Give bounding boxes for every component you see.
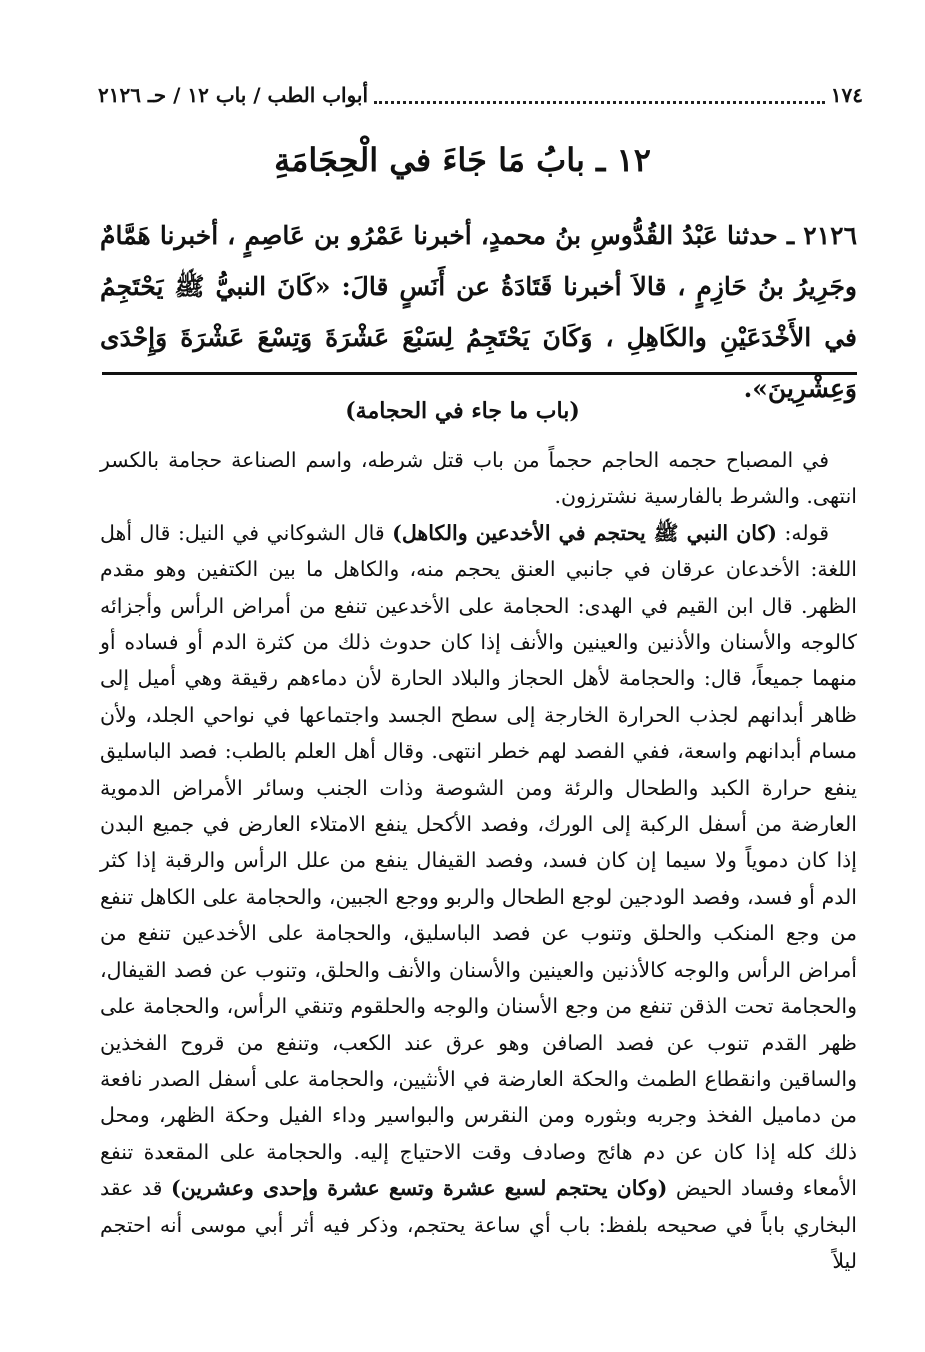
dotted-leader <box>374 87 825 104</box>
running-header-title: أبواب الطب / باب ١٢ / حـ ٢١٢٦ <box>98 83 369 107</box>
chapter-title: ١٢ ـ بابُ مَا جَاءَ في الْحِجَامَةِ <box>274 141 651 179</box>
commentary-body <box>100 442 857 1279</box>
hadith-number: ٢١٢٦ ـ <box>786 221 857 250</box>
commentary-paragraph: في المصباح حجمه الحاجم حجماً من باب قتل شرطه، واسم الصناعة حجامة بالكسر انتهى. والشرط بالفارسية نشترزون. <box>100 448 857 509</box>
commentary-paragraph <box>100 515 857 1280</box>
quoted-phrase: (كان النبي ﷺ يحتجم في الأخدعين والكاهل) <box>392 520 777 545</box>
page-number: ١٧٤ <box>830 83 863 107</box>
hadith-text <box>100 210 857 414</box>
hadith-body: حدثنا عَبْدُ القُدُّوسِ بنُ محمدٍ، أخبرنا عَمْرُو بن عَاصِمٍ ، أخبرنا هَمَّامٌ وجَرِيرُ بنُ حَازِمٍ ، قالاَ أخبرنا قَتَادَةُ عن أَنَسٍ قالَ: «كَانَ النبيُّ ﷺ يَحْتَجِمُ في الأَخْدَعَيْنِ والكَاهِلِ ، وَكَانَ يَحْتَجِمُ لِسَبْعَ عَشْرَةَ وَتِسْعَ عَشْرَةَ وَإِحْدَى وَعِشْرِينَ». <box>100 221 857 403</box>
commentary-text: قد عقد البخاري باباً في صحيحه بلفظ: باب أي ساعة يحتجم، وذكر فيه أثر أبي موسى أنه احتجم ليلاً <box>100 1176 857 1273</box>
running-header <box>98 78 863 112</box>
commentary-text: قوله: <box>776 520 829 545</box>
quoted-phrase: (وكان يحتجم لسبع عشرة وتسع عشرة وإحدى وعشرين) <box>171 1176 668 1201</box>
commentary-text: قال الشوكاني في النيل: قال أهل اللغة: الأخدعان عرقان في جانبي العنق يحجم منه، والكاهل ما بين الكتفين وهو مقدم الظهر. قال ابن القيم في الهدى: الحجامة على الأخدعين تنفع من أمراض الرأس وأجزائه كالوجه والأسنان والأذنين والعينين والأنف إذا كان حدوث ذلك من كثرة الدم أو فساده أو منهما جميعاً، قال: والحجامة لأهل الحجاز والبلاد الحارة لأن دماءهم رقيقة وهي أميل إلى ظاهر أبدانهم لجذب الحرارة الخارجة إلى سطح الجسد واجتماعها في نواحي الجلد، ولأن مسام أبدانهم واسعة، ففي الفصد لهم خطر انتهى. وقال أهل العلم بالطب: فصد الباسليق ينفع حرارة الكبد والطحال والرئة ومن الشوصة وذات الجنب وسائر الأمراض الدموية العارضة من أسفل الركبة إلى الورك، وفصد الأكحل ينفع الامتلاء العارض في جميع البدن إذا كان دموياً ولا سيما إن كان فسد، وفصد القيفال ينفع من علل الرأس والرقبة إذا كثر الدم أو فسد، وفصد الودجين لوجع الطحال والربو ووجع الجبين، والحجامة على الكاهل تنفع من وجع المنكب والحلق وتنوب عن فصد الباسليق، والحجامة على الأخدعين تنفع من أمراض الرأس والوجه كالأذنين والعينين والأسنان والأنف والحلق، وتنوب عن فصد القيفال، والحجامة تحت الذقن تنفع من وجع الأسنان والوجه والحلقوم وتنقي الرأس، والحجامة على ظهر القدم تنوب عن فصد الصافن وهو عرق عند الكعب، وتنفع من قروح الفخذين والساقين وانقطاع الطمث والحكة العارضة في الأنثيين، والحجامة على أسفل الصدر نافعة من دماميل الفخذ وجربه وبثوره ومن النقرس والبواسير وداء الفيل وحكة الظهر، ومحل ذلك كله إذا كان عن دم هائج وصادف وقت الاحتياج إليه. والحجامة على المقعدة تنفع الأمعاء وفساد الحيض <box>100 520 857 1201</box>
section-divider <box>102 372 857 375</box>
commentary-heading: (باب ما جاء في الحجامة) <box>345 398 580 424</box>
